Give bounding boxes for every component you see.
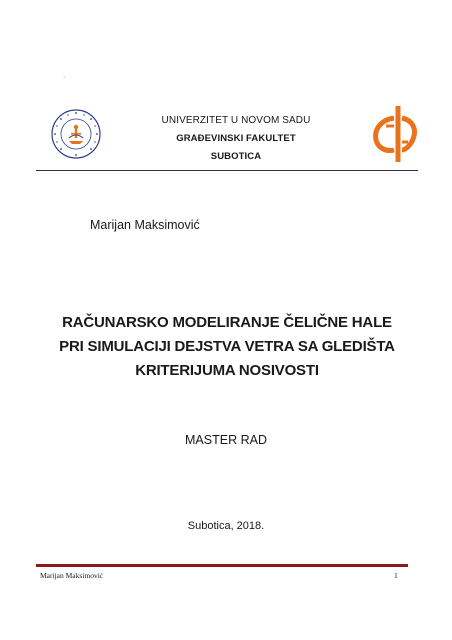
title-line-2: PRI SIMULACIJI DEJSTVA VETRA SA GLEDIŠTA (59, 338, 395, 355)
page-number: 1 (394, 571, 398, 580)
author-name: Marijan Maksimović (90, 218, 200, 232)
university-name: UNIVERZITET U NOVOM SADU (161, 115, 311, 126)
faculty-phi-logo-icon (372, 104, 418, 164)
footer-divider (36, 564, 408, 567)
university-header (36, 100, 418, 170)
title-line-1: RAČUNARSKO MODELIRANJE ČELIČNE HALE (62, 314, 392, 331)
footer-author: Marijan Maksimović (40, 571, 104, 580)
faculty-name: GRAĐEVINSKI FAKULTET (176, 133, 296, 144)
faculty-city: SUBOTICA (210, 151, 262, 162)
place-and-date: Subotica, 2018. (187, 520, 265, 532)
title-line-3: KRITERIJUMA NOSIVOSTI (135, 362, 319, 379)
header-divider (36, 170, 418, 171)
university-name-block (126, 112, 346, 166)
stray-mark: · (63, 74, 66, 81)
thesis-type: MASTER RAD (185, 433, 267, 447)
thesis-title (36, 311, 418, 383)
university-seal-icon (50, 108, 102, 160)
